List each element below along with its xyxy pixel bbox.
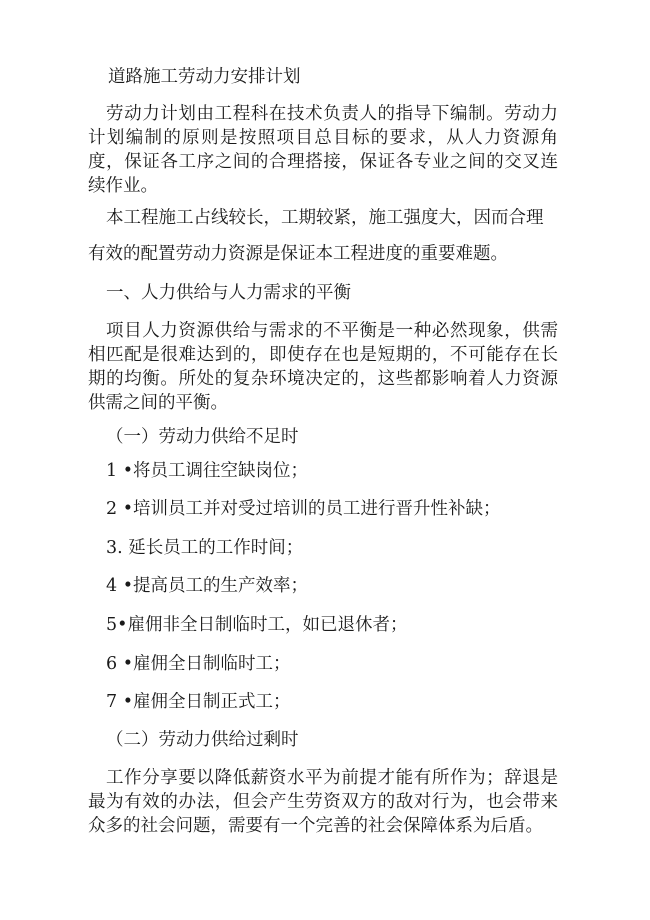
list-item: 2 •培训员工并对受过培训的员工进行晋升性补缺； xyxy=(106,499,501,519)
list-item: 6 •雇佣全日制临时工； xyxy=(106,654,291,674)
paragraph-labor-plan: 劳动力计划由工程科在技术负责人的指导下编制。劳动力计划编制的原则是按照项目总目标的要求，从人力资源角度，保证各工序之间的合理搭接，保证各专业之间的交叉连续作业。 xyxy=(88,104,558,196)
paragraph-project-line-1: 本工程施工占线较长，工期较紧，施工强度大，因而合理 xyxy=(106,208,544,228)
list-item: 7 •雇佣全日制正式工； xyxy=(106,692,291,712)
list-item: 3. 延长员工的工作时间； xyxy=(106,538,304,558)
paragraph-project-line-2: 有效的配置劳动力资源是保证本工程进度的重要难题。 xyxy=(88,244,508,264)
list-item: 4 •提高员工的生产效率； xyxy=(106,576,309,596)
subheading-supply-shortage: （一）劳动力供给不足时 xyxy=(106,427,299,447)
section-heading-supply-demand: 一、人力供给与人力需求的平衡 xyxy=(106,283,351,303)
document-title: 道路施工劳动力安排计划 xyxy=(108,67,301,87)
list-item: 5•雇佣非全日制临时工，如已退休者； xyxy=(106,615,408,635)
list-item: 1 •将员工调往空缺岗位； xyxy=(106,461,309,481)
paragraph-surplus-measures: 工作分享要以降低薪资水平为前提才能有所作为；辞退是最为有效的办法，但会产生劳资双方的敌对行为，也会带来众多的社会问题，需要有一个完善的社会保障体系为后盾。 xyxy=(88,768,558,836)
paragraph-supply-imbalance: 项目人力资源供给与需求的不平衡是一种必然现象，供需相匹配是很难达到的，即使存在也是短期的，不可能存在长期的均衡。所处的复杂环境决定的，这些都影响着人力资源供需之间的平衡。 xyxy=(88,321,558,413)
subheading-supply-surplus: （二）劳动力供给过剩时 xyxy=(106,730,299,750)
